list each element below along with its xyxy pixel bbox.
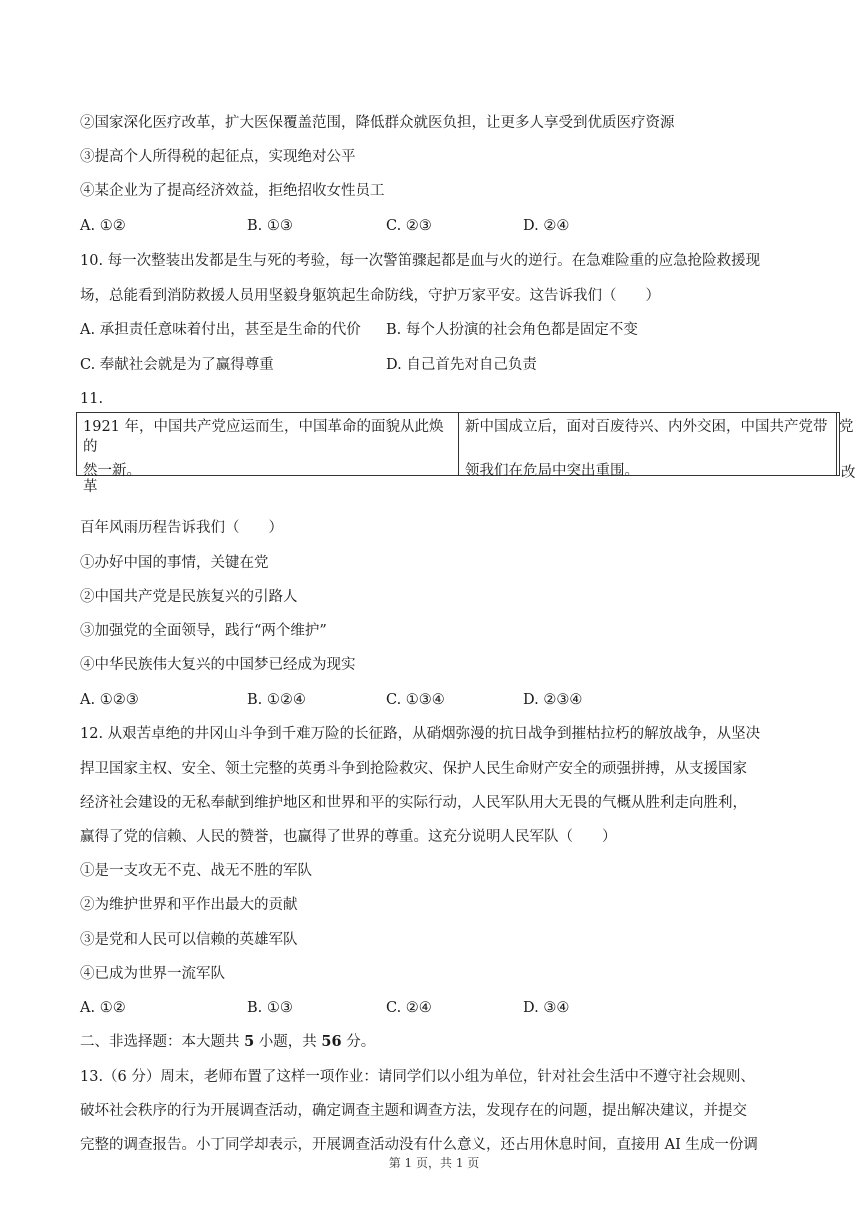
q12-item-2: ②为维护世界和平作出最大的贡献 xyxy=(80,897,298,913)
q11-cell1-line-2: 的 xyxy=(83,439,98,455)
section-2-score: 56 xyxy=(321,1033,342,1050)
q11-cell1-line-1: 1921 年，中国共产党应运而生，中国革命的面貌从此焕 xyxy=(83,419,444,435)
q9-option-c: C. ②③ xyxy=(386,218,432,234)
section-2-middle: 小题，共 xyxy=(254,1034,322,1050)
q9-item-3: ③提高个人所得税的起征点，实现绝对公平 xyxy=(80,149,356,165)
q11-number: 11. xyxy=(80,391,104,407)
q11-option-d: D. ②③④ xyxy=(523,692,583,708)
section-2-prefix: 二、非选择题：本大题共 xyxy=(80,1034,245,1050)
q9-option-b: B. ①③ xyxy=(247,218,293,234)
q12-item-4: ④已成为世界一流军队 xyxy=(80,966,225,982)
q12-item-3: ③是党和人民可以信赖的英雄军队 xyxy=(80,932,298,948)
section-2-suffix: 分。 xyxy=(341,1034,376,1050)
q11-table xyxy=(76,412,856,495)
q11-table-cell-2 xyxy=(459,413,837,479)
q11-cell3-line-1: 党 xyxy=(839,419,854,435)
q10-option-a: A. 承担责任意味着付出，甚至是生命的代价 xyxy=(80,322,361,338)
q9-option-a: A. ①② xyxy=(80,218,126,234)
q11-item-4: ④中华民族伟大复兴的中国梦已经成为现实 xyxy=(80,657,356,673)
q11-table-cell-1 xyxy=(77,413,459,495)
q9-item-2: ②国家深化医疗改革，扩大医保覆盖范围，降低群众就医负担，让更多人享受到优质医疗资源 xyxy=(80,115,675,131)
q11-cell3-line-2: 改 xyxy=(841,465,856,481)
q13-stem-line-3: 完整的调查报告。小丁同学却表示，开展调查活动没有什么意义，还占用休息时间，直接用 AI 生成一份调 xyxy=(80,1137,758,1153)
q10-option-b: B. 每个人扮演的社会角色都是固定不变 xyxy=(386,322,638,338)
q10-option-c: C. 奉献社会就是为了赢得尊重 xyxy=(80,357,274,373)
q13-stem-line-1: 13.（6 分）周末，老师布置了这样一项作业：请同学们以小组为单位，针对社会生活中不遵守社会规则、 xyxy=(80,1069,755,1085)
q11-cell1-line-4: 革 xyxy=(83,479,98,495)
section-2-heading xyxy=(80,1032,375,1052)
q11-item-1: ①办好中国的事情，关键在党 xyxy=(80,555,269,571)
q12-option-c: C. ②④ xyxy=(386,1000,432,1016)
q13-stem-line-2: 破坏社会秩序的行为开展调查活动，确定调查主题和调查方法，发现存在的问题，提出解决建议，并提交 xyxy=(80,1103,747,1119)
q12-stem-line-2: 捍卫国家主权、安全、领土完整的英勇斗争到抢险救灾、保护人民生命财产安全的顽强拼搏，从支援国家 xyxy=(80,761,747,777)
q12-option-d: D. ③④ xyxy=(523,1000,570,1016)
q11-cell2-line-2: 领我们在危局中突出重围。 xyxy=(465,463,639,479)
q9-option-d: D. ②④ xyxy=(523,218,570,234)
q10-option-d: D. 自己首先对自己负责 xyxy=(386,357,537,373)
q9-item-4: ④某企业为了提高经济效益，拒绝招收女性员工 xyxy=(80,183,385,199)
q10-stem-line-2: 场，总能看到消防救援人员用坚毅身躯筑起生命防线，守护万家平安。这告诉我们（ ） xyxy=(80,288,660,304)
q11-cell2-line-1: 新中国成立后，面对百废待兴、内外交困，中国共产党带 xyxy=(465,419,828,435)
section-2-count: 5 xyxy=(244,1033,255,1050)
q11-stem: 百年风雨历程告诉我们（ ） xyxy=(80,520,283,536)
q11-option-a: A. ①②③ xyxy=(80,692,139,708)
q11-table-cell-3 xyxy=(837,413,863,481)
q11-item-3: ③加强党的全面领导，践行“两个维护” xyxy=(80,623,327,639)
q11-option-b: B. ①②④ xyxy=(247,692,306,708)
q12-item-1: ①是一支攻无不克、战无不胜的军队 xyxy=(80,863,312,879)
q11-item-2: ②中国共产党是民族复兴的引路人 xyxy=(80,589,298,605)
q12-stem-line-3: 经济社会建设的无私奉献到维护地区和世界和平的实际行动，人民军队用大无畏的气概从胜利走向胜利， xyxy=(80,795,747,811)
q12-stem-line-1: 12. 从艰苦卓绝的井冈山斗争到千难万险的长征路，从硝烟弥漫的抗日战争到摧枯拉朽的解放战争，从坚决 xyxy=(80,726,761,742)
q12-option-a: A. ①② xyxy=(80,1000,126,1016)
q12-stem-line-4: 赢得了党的信赖、人民的赞誉，也赢得了世界的尊重。这充分说明人民军队（ ） xyxy=(80,829,617,845)
page-footer: 第 1 页，共 1 页 xyxy=(388,1156,480,1170)
q10-stem-line-1: 10. 每一次整装出发都是生与死的考验，每一次警笛骤起都是血与火的逆行。在急难险重的应急抢险救援现 xyxy=(80,253,761,269)
q11-cell1-line-3: 然一新。 xyxy=(83,463,141,479)
q12-option-b: B. ①③ xyxy=(247,1000,293,1016)
q11-option-c: C. ①③④ xyxy=(386,692,445,708)
